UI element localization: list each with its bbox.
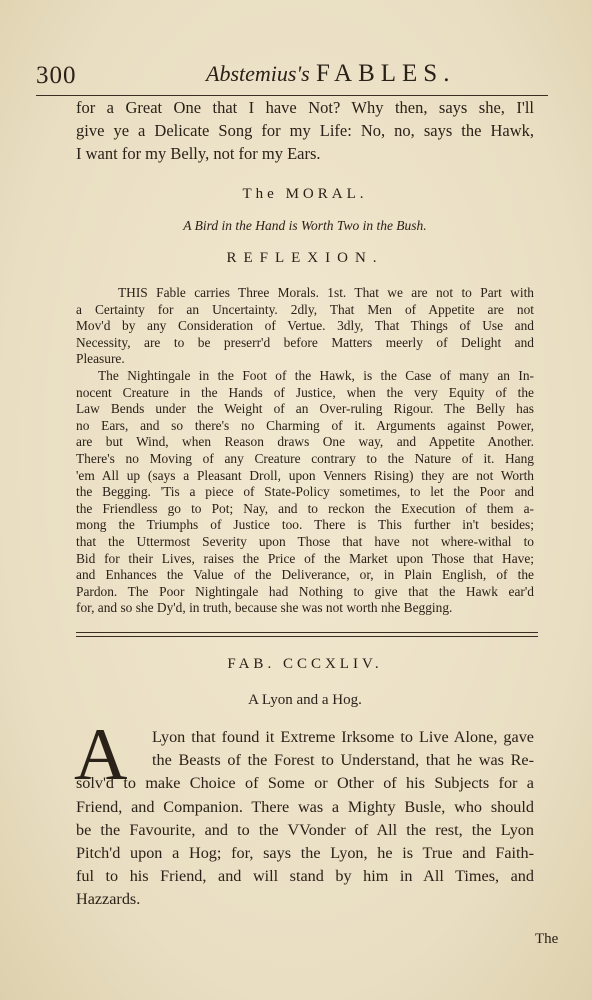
running-book-title: FABLES. — [315, 60, 456, 87]
text-line: nocent Creature in the Hands of Justice, when the very Equity of the — [76, 384, 534, 400]
text-line: no Ears, and so there's no Charming of it. Arguments against Power, — [76, 417, 534, 433]
text-line: Pleasure. — [76, 351, 125, 367]
reflexion-heading: REFLEXION. — [226, 250, 384, 266]
text-line: for, and so she Dy'd, in truth, because she was not worth nhe Begging. — [76, 600, 453, 616]
drop-cap: A — [74, 714, 128, 796]
text-line: the Begging. 'Tis a piece of State-Policy sometimes, to let the Poor and — [76, 484, 534, 500]
text-line: mong the Triumphs of Justice too. There is This further in't besides; — [76, 517, 534, 533]
text-line: Law Bends under the Weight of an Over-ruling Rigour. The Belly has — [76, 401, 534, 417]
running-author: Abstemius's — [206, 61, 310, 86]
running-title — [206, 60, 455, 88]
text-line: be the Favourite, and to the VVonder of All the rest, the Lyon — [76, 820, 534, 839]
text-line: There's no Moving of any Creature contrary to the Nature of it. Hang — [76, 450, 534, 466]
text-line: ful to his Friend, and will stand by him in All Times, and — [76, 867, 534, 886]
continuation-text — [76, 96, 534, 165]
text-line: Hazzards. — [76, 890, 141, 909]
text-line: and Enhances the Value of the Deliverance, or, in Plain English, of the — [76, 567, 534, 583]
reflexion-text — [76, 285, 534, 617]
text-line: The Nightingale in the Foot of the Hawk, is the Case of many an In- — [98, 367, 534, 383]
text-line: 'em All up (says a Pleasant Droll, upon Venners Rising) they are not Worth — [76, 467, 534, 483]
text-line: give ye a Delicate Song for my Life: No, no, says the Hawk, — [76, 121, 534, 140]
text-line: THIS Fable carries Three Morals. 1st. That we are not to Part with — [118, 285, 534, 300]
page-number: 300 — [36, 62, 77, 89]
fable-number: FAB. CCCXLIV. — [227, 656, 383, 672]
text-line: Friend, and Companion. There was a Mighty Busle, who should — [76, 797, 534, 816]
text-line: for a Great One that I have Not? Why then, says she, I'll — [76, 98, 534, 117]
text-line: are but Wind, when Reason draws One way, and Appetite Another. — [76, 434, 534, 450]
text-line: Necessity, are to be preserr'd before Matters meerly of Delight and — [76, 334, 534, 350]
text-line: Pitch'd upon a Hog; for, says the Lyon, he is True and Faith- — [76, 844, 534, 863]
text-line: the Friendless go to Pot; Nay, and to reckon the Execution of them a- — [76, 500, 534, 516]
section-divider — [76, 632, 538, 637]
text-line: Pardon. The Poor Nightingale had Nothing to give that the Hawk ear'd — [76, 583, 534, 599]
moral-heading: The MORAL. — [242, 186, 368, 202]
moral-text: A Bird in the Hand is Worth Two in the Bush. — [183, 218, 427, 233]
running-header — [36, 58, 560, 98]
text-line: Mov'd by any Consideration of Vertue. 3dly, That Things of Use and — [76, 318, 534, 334]
catchword: The — [535, 931, 559, 947]
fable-title: A Lyon and a Hog. — [248, 692, 362, 708]
text-line: a Certainty for an Uncertainty. 2dly, That Men of Appetite are not — [76, 301, 534, 317]
text-line: solv'd to make Choice of Some or Other of his Subjects for a — [76, 774, 534, 793]
fable-text — [76, 726, 534, 912]
text-line: I want for my Belly, not for my Ears. — [76, 144, 321, 163]
text-line: Bid for their Lives, raises the Price of the Market upon Those that Have; — [76, 550, 534, 566]
text-line: Lyon that found it Extreme Irksome to Live Alone, gave — [152, 728, 534, 746]
text-line: that the Uttermost Severity upon Those that have not where-withal to — [76, 533, 534, 549]
text-line: the Beasts of the Forest to Understand, that he was Re- — [152, 751, 534, 770]
